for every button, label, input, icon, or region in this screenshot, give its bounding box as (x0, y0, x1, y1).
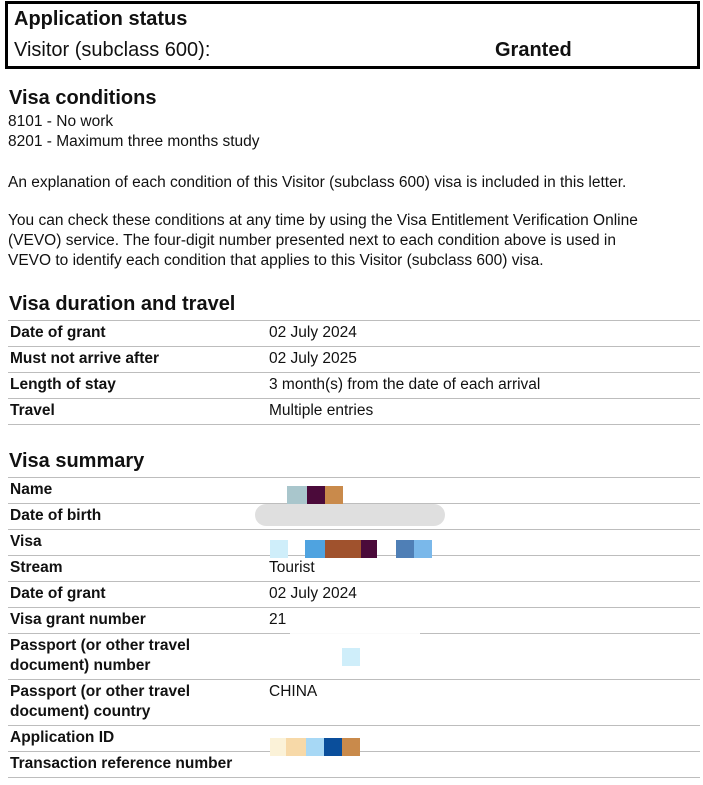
stream-value: Tourist (267, 556, 700, 582)
length-of-stay-value: 3 month(s) from the date of each arrival (267, 373, 700, 399)
visa-grant-number-value: 21 (267, 608, 700, 634)
table-row (8, 478, 700, 504)
transaction-reference-label: Transaction reference number (8, 752, 267, 778)
passport-number-label-line-1: Passport (or other travel (10, 637, 191, 654)
conditions-explanation: An explanation of each condition of this Visitor (subclass 600) visa is included in this letter. (8, 174, 627, 191)
redaction-block (361, 540, 377, 558)
must-not-arrive-after-label: Must not arrive after (8, 347, 267, 373)
passport-country-value: CHINA (267, 680, 700, 726)
name-label: Name (8, 478, 267, 504)
visa-duration-heading: Visa duration and travel (9, 293, 236, 315)
vevo-text-line-1: You can check these conditions at any time by using the Visa Entitlement Verification Online (8, 212, 638, 229)
must-not-arrive-after-value: 02 July 2025 (267, 347, 700, 373)
passport-number-label-line-2: document) number (10, 657, 151, 674)
condition-8201: 8201 - Maximum three months study (8, 133, 260, 150)
date-of-grant-value: 02 July 2024 (267, 321, 700, 347)
redaction-smudge (290, 608, 420, 634)
table-row (8, 399, 700, 425)
redaction-block (270, 540, 288, 558)
passport-number-value (267, 634, 700, 680)
redaction-block (342, 648, 360, 666)
stream-label: Stream (8, 556, 267, 582)
visa-duration-table (8, 320, 700, 425)
summary-date-of-grant-label: Date of grant (8, 582, 267, 608)
passport-country-label-line-2: document) country (10, 703, 151, 720)
table-row (8, 582, 700, 608)
length-of-stay-label: Length of stay (8, 373, 267, 399)
travel-value: Multiple entries (267, 399, 700, 425)
passport-number-label (8, 634, 267, 680)
redaction-block (306, 738, 324, 756)
redaction-block (324, 738, 342, 756)
visa-summary-heading: Visa summary (9, 450, 145, 472)
date-of-grant-label: Date of grant (8, 321, 267, 347)
visa-subclass-label: Visitor (subclass 600): (14, 39, 211, 61)
condition-8101: 8101 - No work (8, 113, 114, 130)
visa-conditions-heading: Visa conditions (9, 87, 157, 109)
summary-date-of-grant-value: 02 July 2024 (267, 582, 700, 608)
redaction-block (307, 486, 325, 504)
redaction-block (287, 486, 307, 504)
application-status-title: Application status (14, 8, 188, 30)
table-row (8, 680, 700, 726)
table-row (8, 347, 700, 373)
vevo-text-line-2: (VEVO) service. The four-digit number presented next to each condition above is used in (8, 232, 616, 249)
table-row (8, 373, 700, 399)
redaction-smudge (255, 504, 445, 526)
travel-label: Travel (8, 399, 267, 425)
redaction-block (325, 486, 343, 504)
application-id-label: Application ID (8, 726, 267, 752)
table-row (8, 321, 700, 347)
table-row (8, 556, 700, 582)
redaction-block (396, 540, 414, 558)
redaction-block (305, 540, 325, 558)
redaction-block (325, 540, 361, 558)
passport-country-label-line-1: Passport (or other travel (10, 683, 191, 700)
redaction-block (414, 540, 432, 558)
date-of-birth-label: Date of birth (8, 504, 267, 530)
application-status-box (5, 1, 700, 69)
redaction-block (270, 738, 286, 756)
redaction-block (286, 738, 306, 756)
visa-label: Visa (8, 530, 267, 556)
redaction-block (342, 738, 360, 756)
passport-country-label (8, 680, 267, 726)
visa-grant-number-label: Visa grant number (8, 608, 267, 634)
vevo-text-line-3: VEVO to identify each condition that applies to this Visitor (subclass 600) visa. (8, 252, 544, 269)
status-badge: Granted (495, 39, 572, 61)
